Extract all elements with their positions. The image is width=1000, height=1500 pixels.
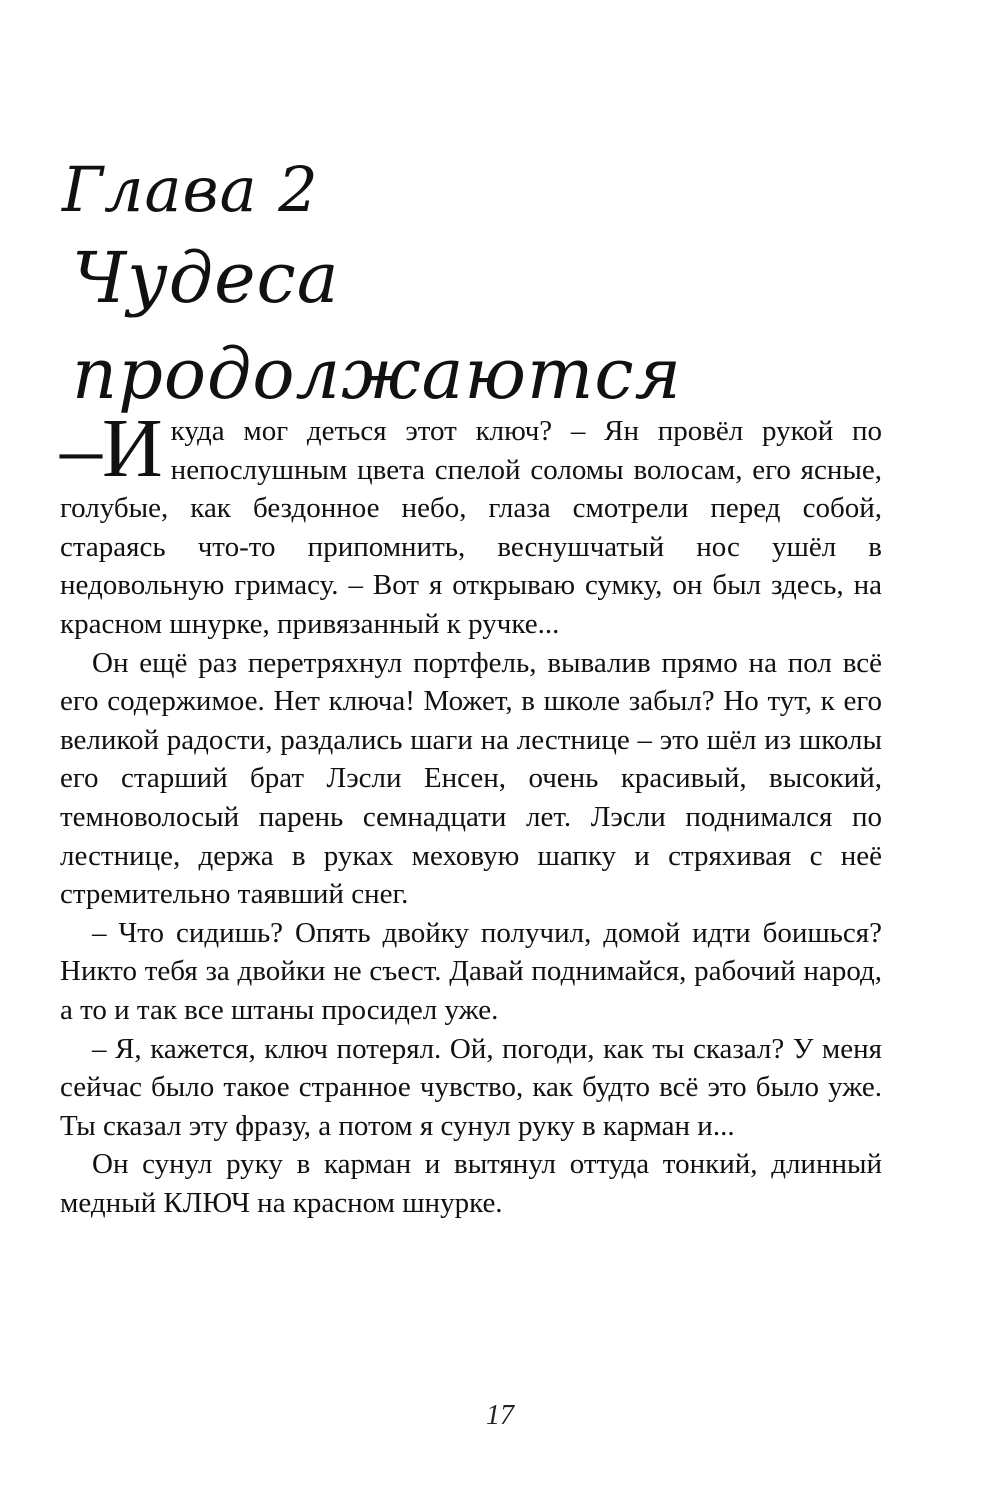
chapter-heading [62,150,942,422]
chapter-label: Глава 2 [62,153,319,226]
paragraph-4: – Я, кажется, ключ потерял. Ой, погоди, как ты сказал? У меня сейчас было такое странное чувство, как будто всё это было уже. Ты сказал эту фразу, а потом я сунул руку в карман и... [60,1032,882,1142]
page-number: 17 [486,1400,514,1431]
paragraph-3: – Что сидишь? Опять двойку получил, домой идти боишься? Никто тебя за двойки не съест. Давай поднимайся, рабочий народ, а то и так все штаны просидел уже. [60,916,882,1026]
paragraph-1 [60,402,882,644]
chapter-title: Чудеса продолжаются [72,237,682,415]
paragraph-5: Он сунул руку в карман и вытянул оттуда тонкий, длинный медный КЛЮЧ на красном шнурке. [60,1148,882,1219]
body-text [60,402,882,1222]
drop-cap: –И [60,402,163,495]
paragraph-1-text: куда мог деться этот ключ? – Ян провёл рукой по непослушным цвета спелой соломы волосам, его ясные, голубые, как бездонное небо, глаза смотрели перед собой, стараясь что-то припомнить, веснушчатый нос ушёл в недовольную гримасу. – Вот я открываю сумку, он был здесь, на красном шнурке, привязанный к ручке... [60,415,882,640]
paragraph-2: Он ещё раз перетряхнул портфель, вывалив прямо на пол всё его содержимое. Нет ключа! Может, в школе забыл? Но тут, к его великой радости, раздались шаги на лестнице – это шёл из школы его старший брат Лэсли Енсен, очень красивый, высокий, темноволосый парень семнадцати лет. Лэсли поднимался по лестнице, держа в руках меховую шапку и стряхивая с неё стремительно таявший снег. [60,646,882,911]
